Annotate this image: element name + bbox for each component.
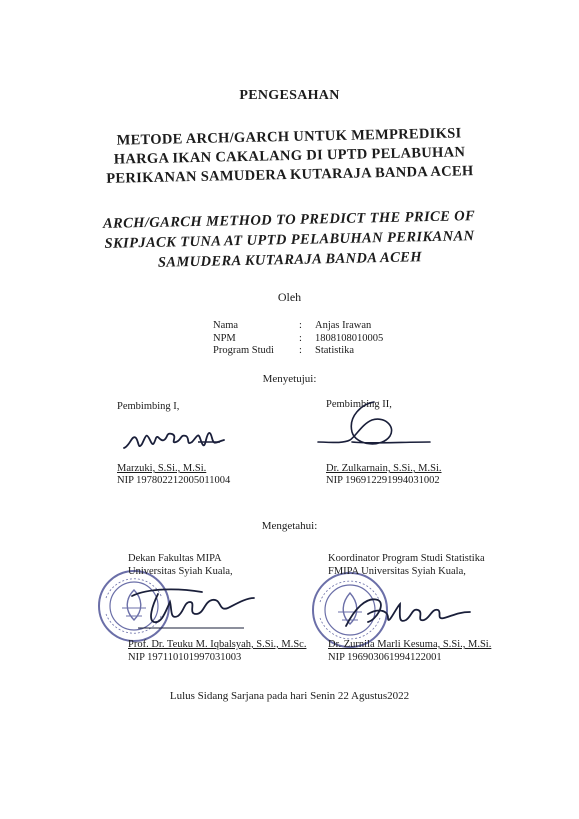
author-by-label: Oleh <box>277 290 302 304</box>
title-id-line-3: PERIKANAN SAMUDERA KUTARAJA BANDA ACEH <box>106 163 474 187</box>
title-id-line-1: METODE ARCH/GARCH UNTUK MEMPREDIKSI <box>116 125 462 149</box>
supervisor-2-nip: NIP 196912291994031002 <box>326 475 440 486</box>
title-id-line-2: HARGA IKAN CAKALANG DI UPTD PELABUHAN <box>113 144 466 168</box>
dean-signature <box>118 580 258 632</box>
supervisor-1-role: Pembimbing I, <box>117 401 180 412</box>
acknowledged-by-label: Mengetahui: <box>261 520 318 532</box>
study-program: Statistika <box>315 345 355 356</box>
coordinator-role-line-1: Koordinator Program Studi Statistika <box>328 553 485 564</box>
approved-by-label: Menyetujui: <box>262 373 317 385</box>
student-name: Anjas Irawan <box>315 320 372 331</box>
student-npm: 1808108010005 <box>315 332 384 344</box>
dean-role-line-1: Dekan Fakultas MIPA <box>128 553 222 564</box>
supervisor-2-signature <box>312 396 432 456</box>
graduation-date-statement: Lulus Sidang Sarjana pada hari Senin 22 Agustus2022 <box>169 690 410 702</box>
page-heading: PENGESAHAN <box>239 88 340 103</box>
supervisor-2-role: Pembimbing II, <box>326 399 392 410</box>
title-en-line-3: SAMUDERA KUTARAJA BANDA ACEH <box>157 249 423 271</box>
thesis-title-english <box>0 204 579 276</box>
student-identity <box>213 320 383 358</box>
identity-row-program: Program Studi : Statistika <box>213 345 355 356</box>
supervisor-1-nip: NIP 197802212005011004 <box>117 475 231 486</box>
supervisor-1-name: Marzuki, S.Si., M.Si. <box>117 463 207 474</box>
identity-row-name: Nama : Anjas Irawan <box>213 320 372 331</box>
dean-name: Prof. Dr. Teuku M. Iqbalsyah, S.Si., M.Sc. <box>128 639 307 650</box>
thesis-title-indonesian <box>0 122 579 191</box>
dean-nip: NIP 197110101997031003 <box>128 652 242 663</box>
supervisor-2-name: Dr. Zulkarnain, S.Si., M.Si. <box>326 463 442 474</box>
coordinator-nip: NIP 196903061994122001 <box>328 652 442 663</box>
supervisor-1-signature <box>120 420 230 460</box>
title-en-line-1: ARCH/GARCH METHOD TO PREDICT THE PRICE OF <box>102 208 476 232</box>
identity-row-npm: NPM : 1808108010005 <box>213 332 384 344</box>
title-en-line-2: SKIPJACK TUNA AT UPTD PELABUHAN PERIKANAN <box>104 228 475 252</box>
coordinator-role-line-2: FMIPA Universitas Syiah Kuala, <box>328 566 466 577</box>
coordinator-name: Dr. Zurnila Marli Kesuma, S.Si., M.Si. <box>328 639 492 650</box>
coordinator-signature <box>338 590 478 638</box>
dean-role-line-2: Universitas Syiah Kuala, <box>128 566 233 577</box>
